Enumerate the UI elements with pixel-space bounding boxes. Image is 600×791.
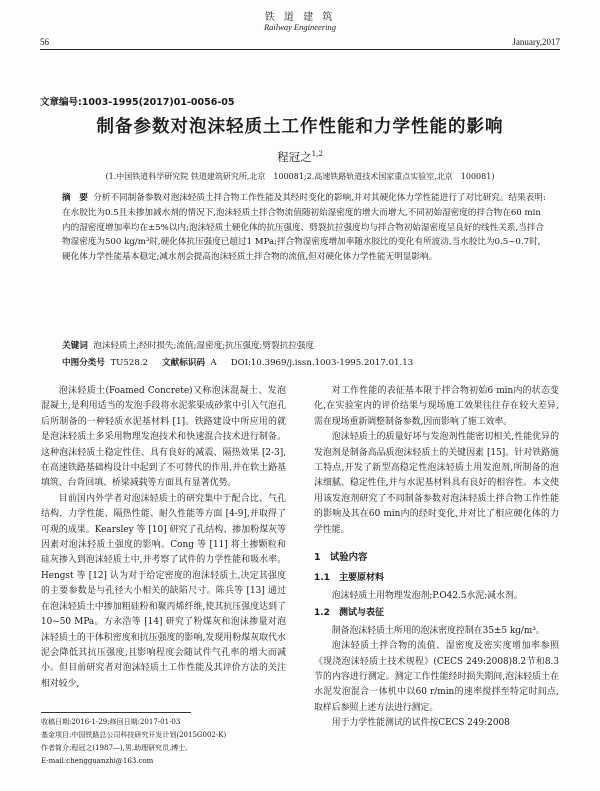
journal-name-en: Railway Engineering <box>263 22 336 32</box>
article-number: 文章编号:1003-1995(2017)01-0056-05 <box>40 97 235 108</box>
body-paragraph: 目前国内外学者对泡沫轻质土的研究集中于配合比、气孔结构、力学性能、隔热性能、耐久性能等方面 [4-9],并取得了可观的成果。Kearsley 等 [10] 研究了孔结构、掺加粉煤灰等因素对泡沫轻质土强度的影响。Cong 等 [11] 将土掺颗粒和硅灰掺入到泡沫轻质土中,并考察了试件的力学性能和吸水率。Hengst 等 [12] 认为对于给定密度的泡沫轻质土,决定其强度的主要参数是与孔径大小相关的缺陷尺寸。陈兵等 [13] 通过在泡沫轻质土中掺加粗硅粉和聚丙烯纤维,使其抗压强度达到了10~50 MPa。方永浩等 [14] 研究了粉煤灰和泡沫掺量对泡沫轻质土的干体积密度和抗压强度的影响,发现用粉煤灰取代水泥会降低其抗压强度,且影响程度会随试件气孔率的增大而减小。但目前研究者对泡沫轻质土工作性能及其评价方法的关注相对较少, <box>41 493 286 689</box>
subsection-heading: 1.2 测试与表征 <box>314 608 384 619</box>
running-header <box>0 0 600 52</box>
right-column <box>314 384 559 732</box>
author-line <box>0 149 600 165</box>
left-column <box>41 384 286 692</box>
clc-label: 中图分类号 <box>62 358 105 368</box>
footnote-received: 收稿日期:2016-1-29;修回日期:2017-01-03 <box>41 718 181 726</box>
footnote-funding: 基金项目:中国铁路总公司科技研究开发计划(2015G002-K) <box>41 731 227 739</box>
journal-name-cn: 铁 道 建 筑 <box>264 12 336 23</box>
body-paragraph: 泡沫轻质土用物理发泡剂;P.O42.5水泥;减水剂。 <box>331 590 523 601</box>
page-number: 56 <box>40 37 49 47</box>
doc-code: A <box>210 358 217 368</box>
keywords-label: 关键词 <box>62 341 88 351</box>
abstract-label: 摘 要 <box>62 193 88 203</box>
body-paragraph: 对工作性能的表征基本限于拌合物初始6 min内的状态变化,在实验室内的评价结果与现场施工效果往往存在较大差异,需在现场重新调整制备参数,因而影响了施工效率。 <box>314 386 559 427</box>
body-paragraph: 用于力学性能测试的试件按CECS 249:2008 <box>331 718 510 729</box>
issue-date: January,2017 <box>512 37 560 47</box>
keywords-text: 泡沫轻质土;经时损失;流值;湿密度;抗压强度;劈裂抗拉强度 <box>93 341 314 351</box>
abstract-text: 分析不同制备参数对泡沫轻质土拌合物工作性能及其经时变化的影响,并对其硬化体力学性能进行了对比研究。结果表明:在水胶比为0.5且未掺加减水剂的情况下,泡沫轻质土拌合物流值随初始湿密度的增大而增大,不同初始湿密度的拌合物在60 min内的湿密度增加率均在±5%以内;泡沫轻质土硬化体的抗压强度、劈裂抗拉强度均与拌合物初始湿密度呈良好的线性关系,当拌合物湿密度为500 kg/m³时,硬化体抗压强度已超过1 MPa;拌合物湿密度增加率随水胶比的变化有所波动,当水胶比为0.5~0.7时,硬化体力学性能基本稳定;减水剂会提高泡沫轻质土拌合物的流值,但对硬化体力学性能无明显影响。 <box>62 193 546 263</box>
abstract <box>62 191 548 265</box>
paper-title: 制备参数对泡沫轻质土工作性能和力学性能的影响 <box>96 117 504 137</box>
body-paragraph: 制备泡沫轻质土所用的泡沫密度控制在35±5 kg/m³。 <box>331 625 545 636</box>
body-paragraph: 泡沫轻质土拌合物的流值、湿密度及密实度增加率参照《现浇泡沫轻质土技术规程》(CECS 249:2008)8.2节和8.3节的内容进行测定。测定工作性能经时损失期间,泡沫轻质土在水泥发泡混合一体机中以60 r/min的速率搅拌至特定时间点,取样后参照上述方法进行测定。 <box>314 641 559 713</box>
author-affil-sup: 1,2 <box>311 150 323 159</box>
affiliation: (1.中国铁道科学研究院 铁道建筑研究所,北京 100081;2.高速铁路轨道技术国家重点实验室,北京 100081) <box>105 172 495 181</box>
keywords <box>62 339 548 353</box>
subsection-heading: 1.1 主要原材料 <box>314 573 384 584</box>
header-rule <box>40 49 560 50</box>
footnote-email: E-mail:chengguanzhi@163.com <box>41 757 154 765</box>
doc-code-label: 文献标识码 <box>162 358 206 368</box>
clc-code: TU528.2 <box>110 358 149 368</box>
footnote-author-bio: 作者简介:程冠之(1987—),男,助理研究员,博士。 <box>41 744 193 752</box>
author-name: 程冠之 <box>277 150 312 164</box>
body-paragraph: 泡沫轻质土(Foamed Concrete)又称泡沫混凝土、发泡混凝土,是利用适当的发泡手段将水泥浆渠成砂浆中引入气泡孔后所制备的一种轻质水泥基材料 [1]。铁路建设中所应用的就是泡沫轻质土多采用物理发泡技术和快速混合技术进行制备。这种泡沫轻质土稳定性佳、具有良好的减震、隔热效果 [2-3],在高速铁路基础构设计中起到了不可替代的作用,并在软土路基填筑、台背回填、桥梁减载等方面具有显著优势。 <box>41 386 286 489</box>
body-paragraph: 泡沫轻质土的质量好坏与发泡剂性能密切相关,性能优异的发泡剂是制备高品质泡沫轻质土的关键因素 [15]。针对铁路施工特点,开发了新型高稳定性泡沫轻质土用发泡剂,所制备的泡沫细腻、稳定性佳,并与水泥基材料具有良好的相容性。本文使用该发泡剂研究了不同制备参数对泡沫轻质土拌合物工作性能的影响及其在60 min内的经时变化,并对比了相应硬化体的力学性能。 <box>314 432 559 535</box>
footnote-rule <box>41 712 191 713</box>
classification-line <box>62 356 562 368</box>
doi: DOI:10.3969/j.issn.1003-1995.2017.01.13 <box>230 358 414 368</box>
footnotes <box>41 716 291 768</box>
section-heading: 1 试验内容 <box>314 552 368 564</box>
